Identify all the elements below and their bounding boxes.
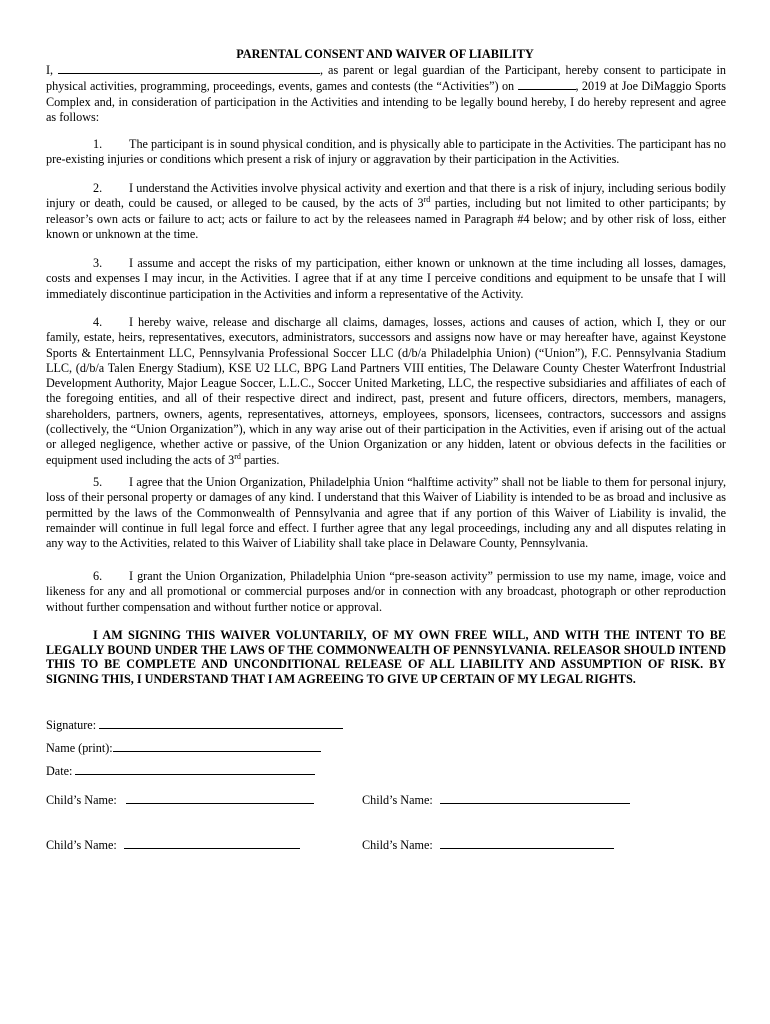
paragraph-3 xyxy=(46,256,726,302)
voluntary-signing-statement xyxy=(46,628,726,686)
paragraph-text-cont: parties. xyxy=(240,452,280,467)
child-name-label: Child’s Name: xyxy=(362,838,433,852)
intro-paragraph xyxy=(46,62,726,125)
paragraph-5 xyxy=(46,475,726,551)
paragraph-text: The participant is in sound physical condition, and is physically able to participate in the Activities. The participant has no pre-existing injuries or conditions which present a risk of injury or aggravation by their participation in the Activities. xyxy=(46,137,726,167)
date-line[interactable] xyxy=(75,762,315,775)
child-name-row-2b xyxy=(362,836,614,853)
name-print-line[interactable] xyxy=(113,739,321,752)
child-name-row-1b xyxy=(362,791,630,808)
intro-prefix: I, xyxy=(46,63,54,77)
paragraph-text: I grant the Union Organization, Philadelphia Union “pre-season activity” permission to use my name, image, voice and likeness for any and all promotional or commercial purposes and/or in connection with any broadcast, photograph or other reproduction without further compensation and without further notice or approval. xyxy=(46,569,726,614)
paragraph-2 xyxy=(46,181,726,242)
paragraph-4 xyxy=(46,315,726,468)
activity-date-blank[interactable] xyxy=(518,78,576,90)
paragraph-text: I assume and accept the risks of my participation, either known or unknown at the time including all losses, damages, costs and expenses I may incur, in the Activities. I agree that if at any time I perceive conditions and equipment to be unsafe that I will immediately discontinue participation in the Activities and inform a representative of the Activity. xyxy=(46,256,726,301)
child-name-line[interactable] xyxy=(126,791,314,804)
paragraph-text: I hereby waive, release and discharge all claims, damages, losses, actions and causes of action, which I, they or our family, estate, heirs, representatives, executors, administrators, successors and assigns now have or may hereafter have, against Keystone Sports & Entertainment LLC, Pennsylvania Professional Soccer LLC (d/b/a Philadelphia Union) (“Union”), F.C. Pennsylvania Stadium LLC, (d/b/a Talen Energy Stadium), KSE U2 LLC, BPG Land Partners VIII entities, The Delaware County Chester Waterfront Industrial Development Authority, Major League Soccer, L.L.C., Soccer United Marketing, LLC, the respective subsidiaries and affiliates of each of the foregoing entities, and all of their respective direct and indirect, past, present and future officers, directors, members, managers, shareholders, partners, owners, agents, representatives, attorneys, employees, sponsors, licensees, contractors, successors and assigns (collectively, the “Union Organization”), which in any way arise out of their participation in the Activities, even if arising out of the actual or alleged negligence, whether active or passive, of the Union Organization or any hidden, latent or obvious defects in the facilities or equipment used including the acts of 3 xyxy=(46,315,726,467)
document-title: PARENTAL CONSENT AND WAIVER OF LIABILITY xyxy=(236,47,534,61)
paragraph-number: 6. xyxy=(93,569,103,583)
signature-label: Signature: xyxy=(46,718,97,732)
child-name-label: Child’s Name: xyxy=(46,793,117,807)
signature-line[interactable] xyxy=(99,716,343,729)
ordinal-suffix: rd xyxy=(234,451,241,461)
date-row xyxy=(46,762,315,779)
paragraph-text-cont: parties, including but not limited to other participants; by releasor’s own acts or failure to act; acts or failure to act by the releasees named in Paragraph #4 below; and by other risk of loss, either known or unknown at the time. xyxy=(46,196,726,241)
child-name-line[interactable] xyxy=(440,836,614,849)
paragraph-text: I agree that the Union Organization, Philadelphia Union “halftime activity” shall not be liable to them for personal injury, loss of their personal property or damages of any kind. I understand that this Waiver of Liability is intended to be as broad and inclusive as permitted by the laws of the Commonwealth of Pennsylvania and agree that if any portion of this Waiver of Liability is invalid, the remainder will continue in full legal force and effect. I further agree that any legal proceedings, including any and all disputes relating in any way to the Activities, related to this Waiver of Liability shall take place in Delaware County, Pennsylvania. xyxy=(46,475,726,551)
paragraph-1 xyxy=(46,137,726,168)
name-print-row xyxy=(46,739,321,756)
paragraph-number: 5. xyxy=(93,475,103,489)
parent-name-blank[interactable] xyxy=(58,62,320,74)
child-name-label: Child’s Name: xyxy=(362,793,433,807)
signature-row xyxy=(46,716,343,733)
child-name-row-1a xyxy=(46,791,314,808)
paragraph-text: I understand the Activities involve physical activity and exertion and that there is a risk of injury, including serious bodily injury or death, could be caused, or alleged to be caused, by the acts of 3 xyxy=(46,181,726,211)
child-name-label: Child’s Name: xyxy=(46,838,117,852)
paragraph-number: 2. xyxy=(93,181,103,195)
paragraph-number: 3. xyxy=(93,256,103,270)
intro-suffix: , 2019 at Joe DiMaggio Sports Complex and, in consideration of participation in the Activities and intending to be legally bound hereby, I do hereby represent and agree as follows: xyxy=(46,79,727,124)
name-print-label: Name (print): xyxy=(46,741,113,755)
paragraph-number: 1. xyxy=(93,137,103,151)
ordinal-suffix: rd xyxy=(423,195,431,205)
child-name-line[interactable] xyxy=(440,791,630,804)
date-label: Date: xyxy=(46,764,73,778)
intro-middle: , as parent or legal guardian of the Participant, hereby consent to participate in physical activities, programming, proceedings, events, games and contests (the “Activities”) on xyxy=(46,63,726,94)
paragraph-number: 4. xyxy=(93,315,103,329)
child-name-line[interactable] xyxy=(124,836,300,849)
child-name-row-2a xyxy=(46,836,300,853)
paragraph-6 xyxy=(46,569,726,615)
statement-text: I AM SIGNING THIS WAIVER VOLUNTARILY, OF MY OWN FREE WILL, AND WITH THE INTENT TO BE LEGALLY BOUND UNDER THE LAWS OF THE COMMONWEALTH OF PENNSYLVANIA. RELEASOR SHOULD INTEND THIS TO BE COMPLETE AND UNCONDITIONAL RELEASE OF ALL LIABILITY AND ASSUMPTION OF RISK. BY SIGNING THIS, I UNDERSTAND THAT I AM AGREEING TO GIVE UP CERTAIN OF MY LEGAL RIGHTS. xyxy=(46,628,726,686)
